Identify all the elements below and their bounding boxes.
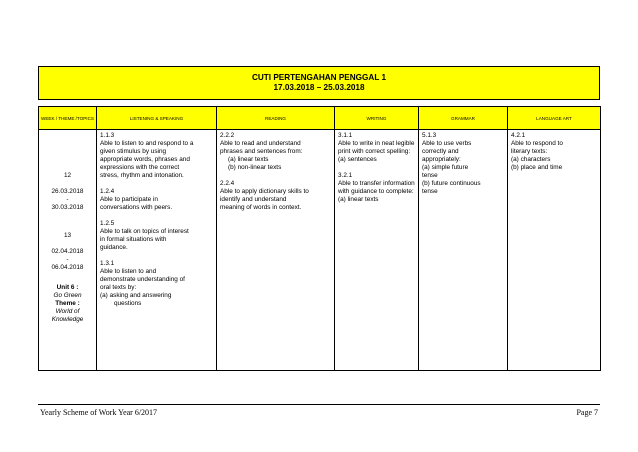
listening-cell	[97, 130, 217, 371]
standard-text: tense	[422, 188, 438, 195]
standard-code: 1.2.5	[100, 220, 115, 227]
standard-text: stress, rhythm and intonation.	[100, 172, 184, 179]
standard-text: (b) non-linear texts	[228, 164, 282, 171]
standard-text: Able to apply dictionary skills to	[220, 188, 309, 195]
standard-text: appropriate words, phrases and	[100, 156, 190, 163]
standard-text: Able to write in neat legible	[338, 140, 415, 147]
standard-text: demonstrate understanding of	[100, 276, 185, 283]
header-grammar: GRAMMAR	[419, 107, 508, 130]
standard-block	[338, 132, 415, 164]
week-number: 12	[63, 172, 72, 179]
standard-text: appropriately:	[422, 156, 461, 163]
unit-name: Go Green	[53, 292, 82, 299]
theme-label: Theme :	[55, 300, 80, 307]
date-dash: -	[66, 196, 69, 203]
standard-block	[100, 188, 213, 212]
standard-block	[338, 172, 415, 204]
standard-text: Able to talk on topics of interest	[100, 228, 189, 235]
standard-text: conversations with peers.	[100, 204, 173, 211]
standard-text: (a) linear texts	[228, 156, 269, 163]
footer-divider	[38, 404, 600, 405]
standard-block	[511, 132, 597, 172]
banner-title: CUTI PERTENGAHAN PENGGAL 1	[251, 73, 387, 82]
standard-block	[100, 132, 213, 180]
standard-text: (a) asking and answering	[100, 292, 172, 299]
table-row	[39, 130, 601, 371]
standard-code: 5.1.3	[422, 132, 437, 139]
standard-text: (a) characters	[511, 156, 551, 163]
theme-name: Knowledge	[51, 316, 84, 323]
writing-cell	[335, 130, 419, 371]
standard-code: 1.3.1	[100, 260, 115, 267]
header-reading: READING	[217, 107, 335, 130]
standard-text: guidance.	[100, 244, 128, 251]
standard-text: Able to respond to	[511, 140, 563, 147]
week-start-date: 26.03.2018	[51, 188, 84, 195]
header-week: WEEK / THEME /TOPICS	[39, 107, 97, 130]
header-writing: WRITING	[335, 107, 419, 130]
standard-text: with guidance to complete:	[338, 188, 414, 195]
standard-text: oral texts by:	[100, 284, 137, 291]
date-dash: -	[66, 256, 69, 263]
week-end-date: 06.04.2018	[51, 264, 84, 271]
standard-text: Able to listen to and	[100, 268, 157, 275]
standard-text: Able to use verbs	[422, 140, 472, 147]
scheme-table	[38, 106, 601, 371]
standard-text: in formal situations with	[100, 236, 167, 243]
holiday-banner	[38, 66, 600, 100]
standard-block	[220, 132, 331, 172]
standard-text: Able to participate in	[100, 196, 158, 203]
standard-block	[220, 180, 331, 212]
standard-text: phrases and sentences from:	[220, 148, 303, 155]
week-end-date: 30.03.2018	[51, 204, 84, 211]
grammar-cell	[419, 130, 508, 371]
standard-text: correctly and	[422, 148, 459, 155]
standard-text: expressions with the correct	[100, 164, 180, 171]
standard-text: Able to listen to and respond to a	[100, 140, 194, 147]
standard-text: (b) place and time	[511, 164, 563, 171]
footer-title: Yearly Scheme of Work Year 6/2017	[40, 408, 158, 417]
standard-text: tense	[422, 172, 438, 179]
standard-code: 2.2.4	[220, 180, 235, 187]
standard-code: 1.2.4	[100, 188, 115, 195]
standard-text: (b) future continuous	[422, 180, 481, 187]
header-language-art: LANGUAGE ART	[508, 107, 601, 130]
standard-text: print with correct spelling:	[338, 148, 411, 155]
standard-text: (a) linear texts	[338, 196, 379, 203]
theme-name: World of	[55, 308, 80, 315]
week-cell	[39, 130, 97, 371]
standard-text: questions	[114, 300, 142, 307]
standard-text: Able to transfer information	[338, 180, 415, 187]
language-art-cell	[508, 130, 601, 371]
standard-code: 2.2.2	[220, 132, 235, 139]
week-start-date: 02.04.2018	[51, 248, 84, 255]
standard-code: 3.2.1	[338, 172, 353, 179]
banner-dates: 17.03.2018 – 25.03.2018	[273, 83, 365, 92]
week-number: 13	[63, 232, 72, 239]
standard-text: literary texts:	[511, 148, 548, 155]
standard-code: 3.1.1	[338, 132, 353, 139]
standard-text: Able to read and understand	[220, 140, 301, 147]
standard-code: 4.2.1	[511, 132, 526, 139]
standard-text: (a) simple future	[422, 164, 469, 171]
standard-block	[422, 132, 504, 196]
standard-block	[100, 260, 213, 308]
standard-text: (a) sentences	[338, 156, 377, 163]
page-number: Page 7	[576, 408, 598, 417]
standard-code: 1.1.3	[100, 132, 115, 139]
unit-label: Unit 6 :	[56, 284, 79, 291]
standard-text: given stimulus by using	[100, 148, 167, 155]
standard-text: meaning of words in context.	[220, 204, 302, 211]
standard-block	[100, 220, 213, 252]
standard-text: identify and understand	[220, 196, 287, 203]
reading-cell	[217, 130, 335, 371]
header-listening: LISTENING & SPEAKING	[97, 107, 217, 130]
header-row	[39, 107, 601, 130]
